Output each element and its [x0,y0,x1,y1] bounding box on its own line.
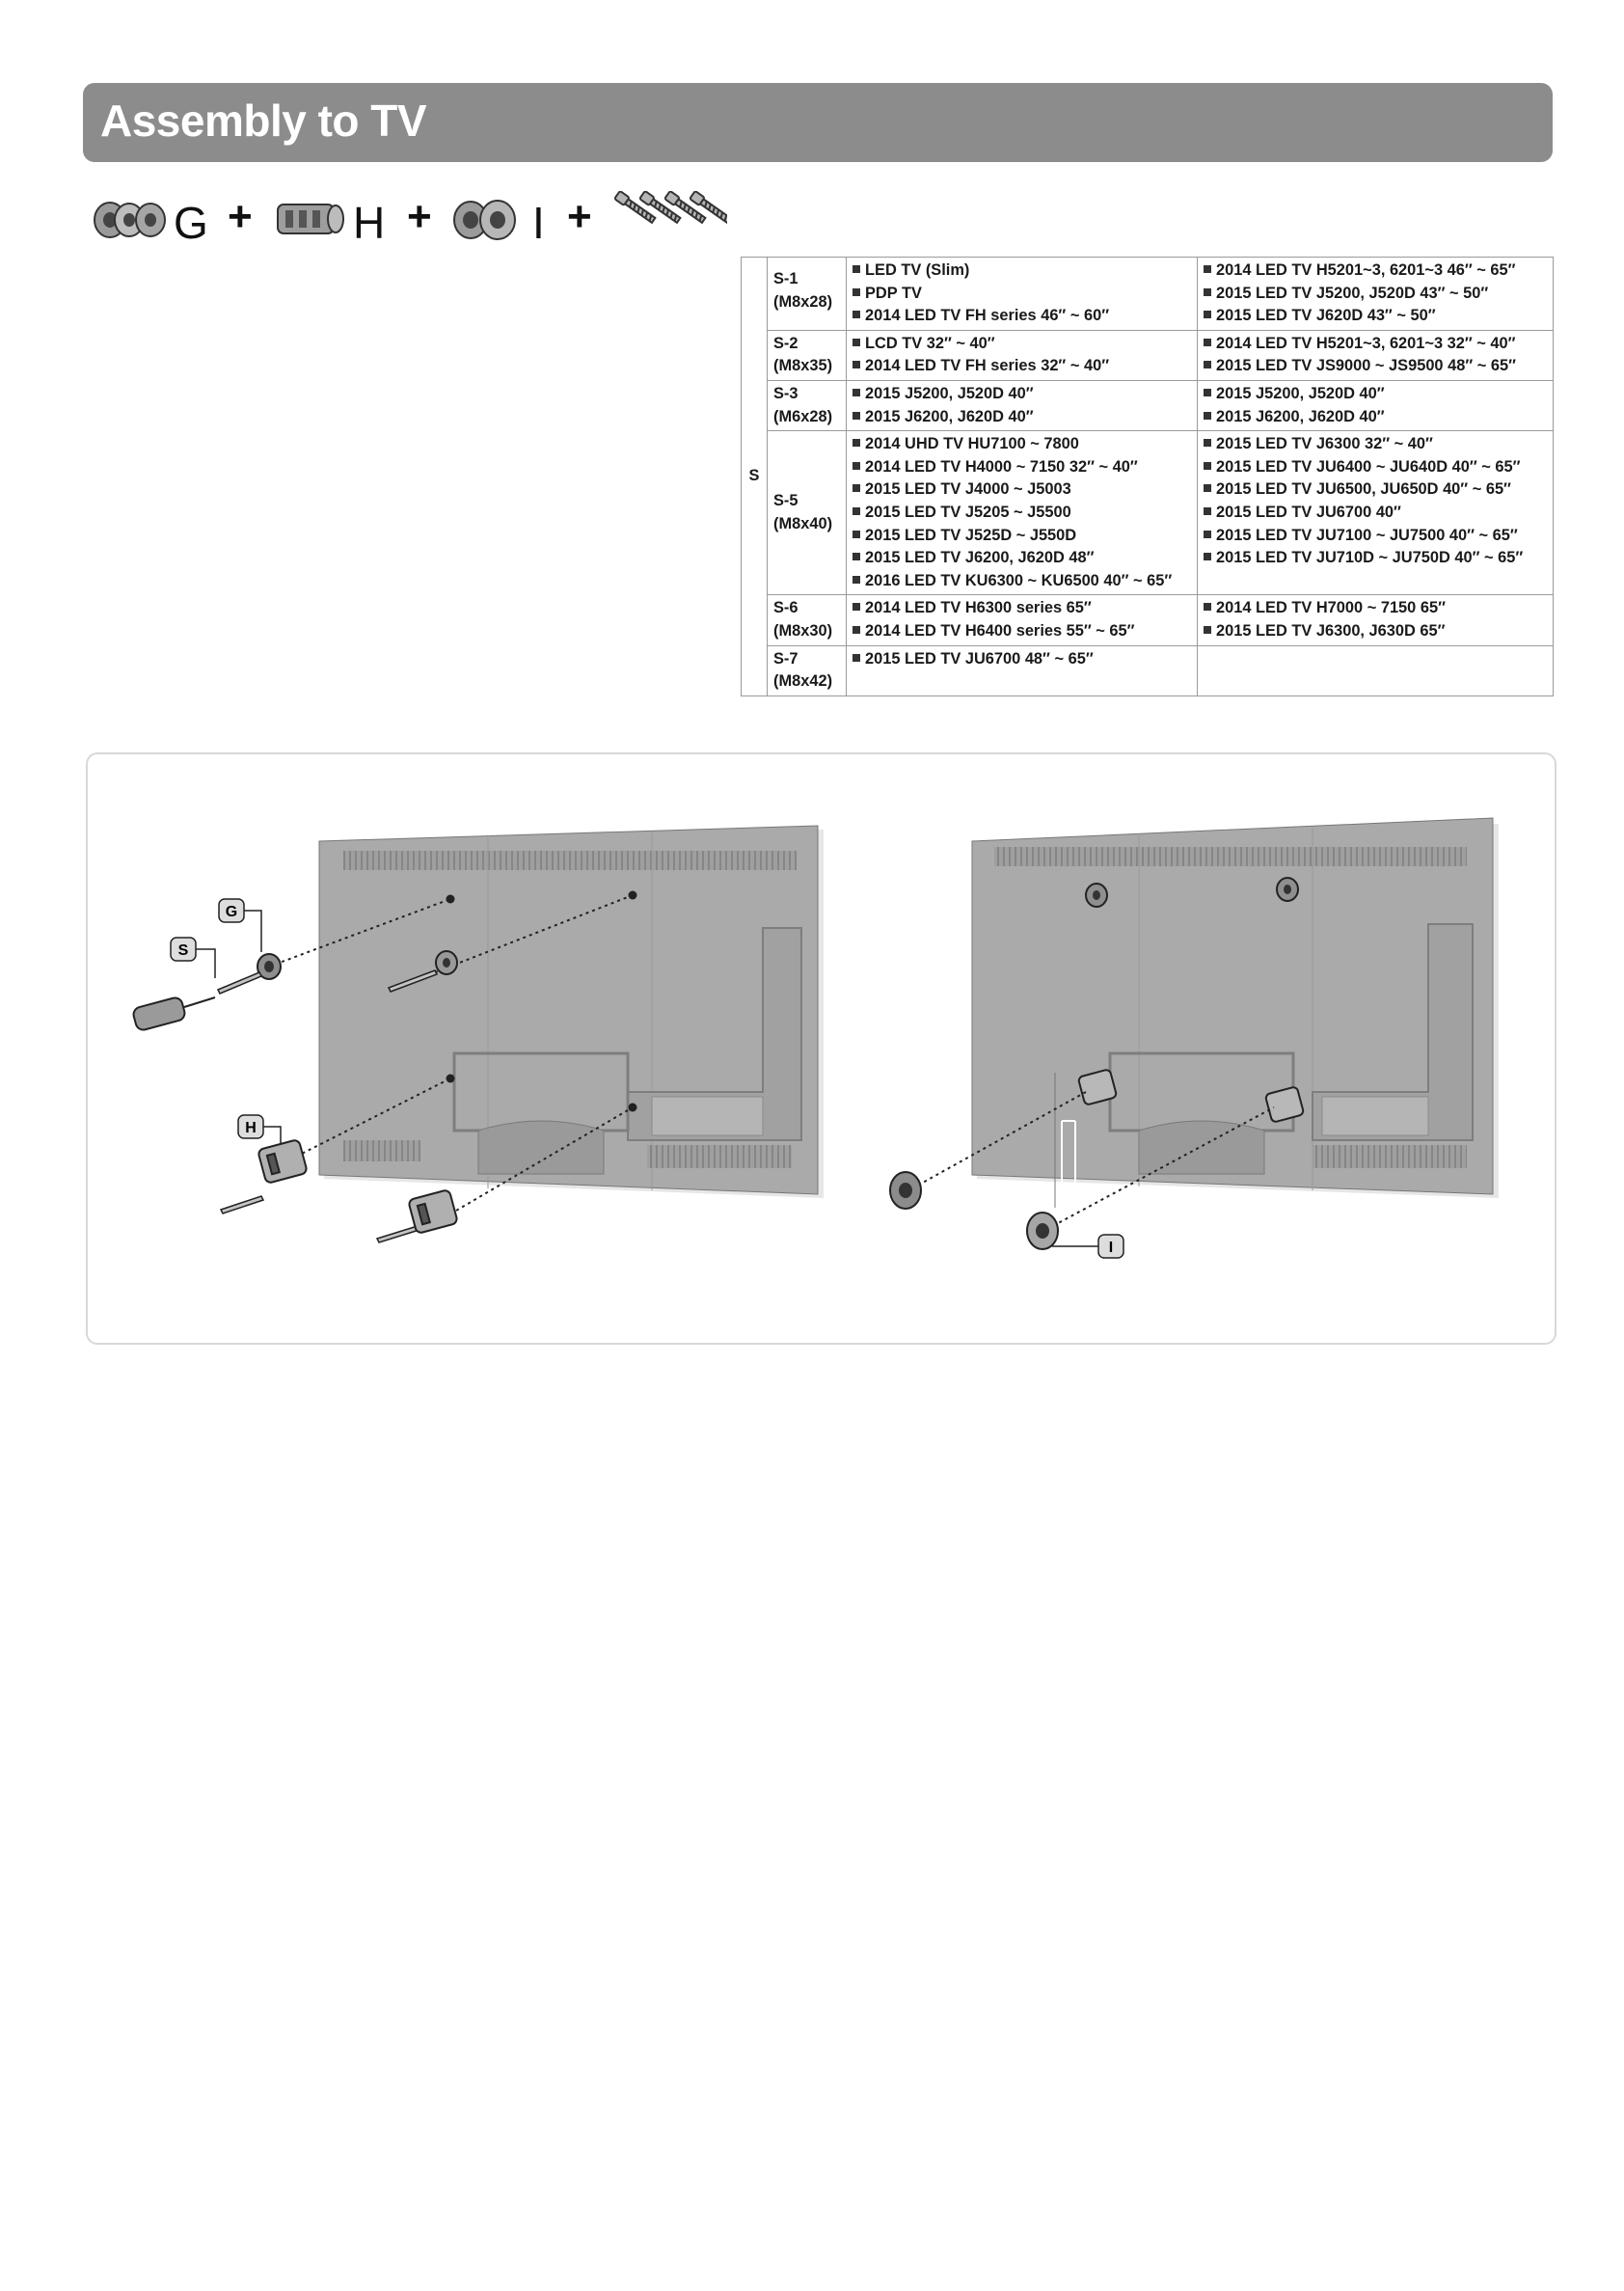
model-entry [853,433,1192,456]
model-text: 2014 UHD TV HU7100 ~ 7800 [865,435,1079,453]
model-entry [1204,456,1548,479]
model-text: 2014 LED TV H4000 ~ 7150 32″ ~ 40″ [865,457,1138,476]
bullet-square-icon [1204,626,1211,634]
model-entry [853,456,1192,479]
model-list-a [847,431,1198,595]
bullet-square-icon [853,531,860,538]
model-text: 2015 LED TV JU710D ~ JU750D 40″ ~ 65″ [1216,549,1524,567]
model-text: LED TV (Slim) [865,261,970,279]
bullet-square-icon [853,361,860,368]
tv-back-left [319,826,824,1198]
model-entry [1204,406,1548,429]
table-row [742,595,1554,645]
model-entry [1204,478,1548,502]
model-entry [853,383,1192,406]
assembly-illustration [88,754,1555,1343]
model-entry [1204,547,1548,570]
model-list-b [1198,595,1554,645]
spacer-i-icon [451,197,523,245]
tv-back-right [972,818,1499,1208]
screw-group-cell: S [742,258,768,696]
model-text: 2015 J5200, J520D 40″ [865,384,1034,402]
model-text: 2015 LED TV J6300, J630D 65″ [1216,621,1446,640]
spacer-g-icon [93,197,172,245]
model-entry [853,525,1192,548]
model-text: 2015 J5200, J520D 40″ [1216,384,1385,402]
bullet-square-icon [853,389,860,396]
bullet-square-icon [1204,361,1211,368]
bullet-square-icon [853,576,860,584]
bullet-square-icon [1204,339,1211,346]
model-entry [853,570,1192,593]
section-title: Assembly to TV [100,95,427,146]
bullet-square-icon [853,265,860,273]
callout-i [1052,1235,1123,1258]
bullet-square-icon [1204,553,1211,560]
model-text: 2016 LED TV KU6300 ~ KU6500 40″ ~ 65″ [865,571,1173,589]
model-text: 2015 LED TV J4000 ~ J5003 [865,480,1071,499]
table-row [742,380,1554,430]
model-entry [853,355,1192,378]
screw-size-label: (M8x28) [773,292,833,311]
screw-spec-label: S-6 [773,599,798,617]
model-text: 2014 LED TV H7000 ~ 7150 65″ [1216,599,1446,617]
callout-s [171,938,215,978]
model-text: 2015 LED TV JU7100 ~ JU7500 40″ ~ 65″ [1216,526,1518,544]
model-text: 2014 LED TV H5201~3, 6201~3 32″ ~ 40″ [1216,334,1516,352]
screw-spec-cell [768,330,847,380]
part-h-letter: H [353,198,386,248]
table-row [742,330,1554,380]
bullet-square-icon [853,412,860,420]
bullet-square-icon [1204,603,1211,611]
callout-h [238,1115,281,1144]
model-text: 2015 LED TV J525D ~ J550D [865,526,1077,544]
screw-compatibility-table [741,257,1554,696]
bullet-square-icon [853,288,860,296]
bullet-square-icon [1204,484,1211,492]
bullet-square-icon [853,462,860,470]
model-text: LCD TV 32″ ~ 40″ [865,334,995,352]
model-entry [1204,355,1548,378]
screw-spec-label: S-7 [773,649,798,668]
bullet-square-icon [1204,412,1211,420]
table-row [742,431,1554,595]
model-text: 2015 LED TV JU6700 48″ ~ 65″ [865,649,1094,668]
model-text: 2015 LED TV JS9000 ~ JS9500 48″ ~ 65″ [1216,357,1516,375]
model-entry [1204,383,1548,406]
model-entry [853,620,1192,643]
screw-spec-cell [768,431,847,595]
callout-g-label: G [225,904,238,920]
callout-h-label: H [245,1120,257,1136]
screw-size-label: (M6x28) [773,407,833,425]
model-list-b [1198,258,1554,331]
model-list-b [1198,380,1554,430]
model-text: 2014 LED TV H5201~3, 6201~3 46″ ~ 65″ [1216,261,1516,279]
model-entry [853,305,1192,328]
part-i-letter: I [532,198,545,248]
model-text: 2014 LED TV H6400 series 55″ ~ 65″ [865,621,1135,640]
model-list-b [1198,645,1554,695]
model-entry [853,597,1192,620]
model-text: 2015 LED TV JU6500, JU650D 40″ ~ 65″ [1216,480,1511,499]
screw-spec-label: S-3 [773,384,798,402]
bullet-square-icon [853,603,860,611]
model-text: 2015 J6200, J620D 40″ [1216,407,1385,425]
model-text: 2014 LED TV H6300 series 65″ [865,599,1092,617]
plus-sign: + [407,193,432,240]
model-entry [1204,502,1548,525]
callout-i-label: I [1108,1240,1114,1256]
assembly-illustration-panel [86,752,1556,1345]
model-list-b [1198,330,1554,380]
bullet-square-icon [853,311,860,318]
model-entry [1204,333,1548,356]
model-entry [853,547,1192,570]
screw-size-label: (M8x35) [773,357,833,375]
screw-size-label: (M8x30) [773,621,833,640]
model-text: 2015 LED TV J5205 ~ J5500 [865,503,1071,521]
bullet-square-icon [853,553,860,560]
bullet-square-icon [853,654,860,662]
model-text: 2015 LED TV J620D 43″ ~ 50″ [1216,307,1436,325]
plus-sign: + [228,193,253,240]
screw-spec-cell [768,595,847,645]
model-text: 2015 LED TV J5200, J520D 43″ ~ 50″ [1216,284,1489,302]
model-text: PDP TV [865,284,922,302]
model-text: 2015 J6200, J620D 40″ [865,407,1034,425]
model-text: 2015 LED TV JU6700 40″ [1216,503,1401,521]
screw-spec-label: S-1 [773,270,798,287]
model-text: 2015 LED TV J6200, J620D 48″ [865,549,1095,567]
screw-spec-label: S-2 [773,334,798,352]
callout-s-label: S [177,942,189,959]
model-text: 2014 LED TV FH series 46″ ~ 60″ [865,307,1110,325]
part-g-letter: G [174,198,208,248]
table-row [742,258,1554,331]
model-text: 2015 LED TV J6300 32″ ~ 40″ [1216,435,1433,453]
bullet-square-icon [853,626,860,634]
table-row [742,645,1554,695]
bullet-square-icon [1204,439,1211,447]
section-header-bar [83,83,1553,162]
bullet-square-icon [1204,389,1211,396]
model-entry [853,283,1192,306]
model-entry [1204,259,1548,283]
screw-spec-cell [768,645,847,695]
bullet-square-icon [1204,462,1211,470]
screw-set-icon [611,191,727,245]
bullet-square-icon [1204,288,1211,296]
model-list-a [847,258,1198,331]
bullet-square-icon [853,484,860,492]
model-list-a [847,645,1198,695]
bullet-square-icon [853,507,860,515]
model-entry [853,259,1192,283]
bullet-square-icon [853,439,860,447]
bullet-square-icon [1204,311,1211,318]
model-entry [853,406,1192,429]
callout-g [219,899,261,952]
screw-spec-label: S-5 [773,492,798,510]
screw-spec-cell [768,380,847,430]
model-text: 2014 LED TV FH series 32″ ~ 40″ [865,357,1110,375]
model-list-b [1198,431,1554,595]
model-list-a [847,330,1198,380]
screw-spec-cell [768,258,847,331]
spacer-h-icon [274,197,345,245]
model-entry [1204,597,1548,620]
model-list-a [847,380,1198,430]
bullet-square-icon [1204,265,1211,273]
model-text: 2015 LED TV JU6400 ~ JU640D 40″ ~ 65″ [1216,457,1521,476]
model-entry [853,333,1192,356]
model-entry [1204,525,1548,548]
model-entry [853,648,1192,671]
model-entry [1204,433,1548,456]
model-entry [853,502,1192,525]
screw-size-label: (M8x40) [773,514,833,532]
bullet-square-icon [1204,507,1211,515]
model-entry [1204,305,1548,328]
bullet-square-icon [1204,531,1211,538]
model-entry [1204,620,1548,643]
model-list-a [847,595,1198,645]
plus-sign: + [567,193,592,240]
bullet-square-icon [853,339,860,346]
model-entry [1204,283,1548,306]
screw-size-label: (M8x42) [773,672,833,691]
model-entry [853,478,1192,502]
